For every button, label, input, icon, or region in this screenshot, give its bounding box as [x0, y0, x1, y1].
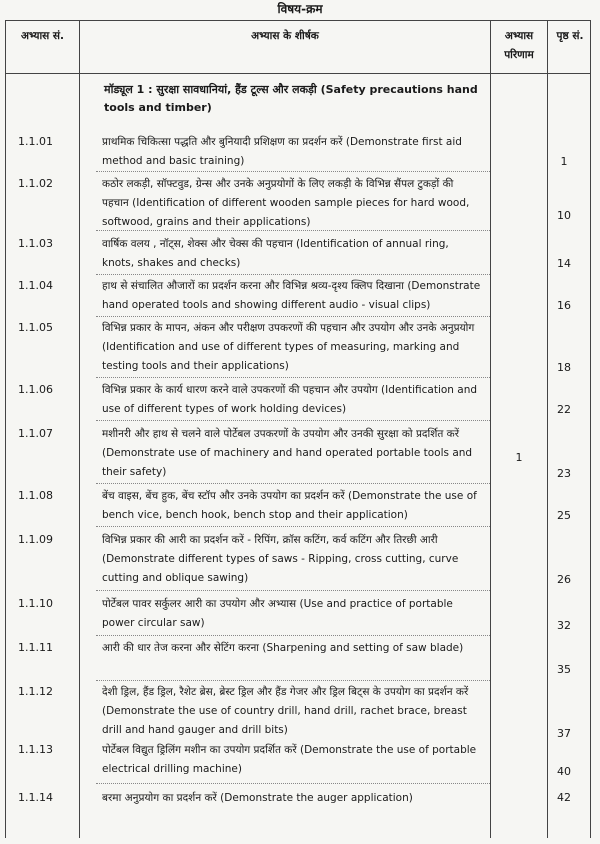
exercise-no: 1.1.07	[18, 427, 53, 440]
exercise-title: देशी ड्रिल, हैंड ड्रिल, रैशेट ब्रेस, ब्रेस्ट ड्रिल और हैंड गेजर और ड्रिल बिट्स के उपयोग का प्रदर्शन करें (Demonstrate the use of country drill, hand drill, rachet brace, breast drill and hand gauger and drill bits)	[102, 686, 469, 736]
exercise-title: विभिन्न प्रकार के मापन, अंकन और परीक्षण उपकरणों की पहचान और उपयोग और उनके अनुप्रयोग (Identification and use of different types of measuring, marking and testing tools and their applications)	[102, 322, 475, 372]
page-number: 26	[557, 573, 571, 586]
header-divider	[6, 73, 590, 74]
exercise-no: 1.1.01	[18, 135, 53, 148]
exercise-title: विभिन्न प्रकार की आरी का प्रदर्शन करें - रिपिंग, क्रॉस कटिंग, कर्व कटिंग और तिरछी आरी (Demonstrate different types of saws - Ripping, cross cutting, curve cutting and oblique sawing)	[102, 534, 459, 584]
row-divider	[96, 635, 490, 636]
exercise-no: 1.1.02	[18, 177, 53, 190]
exercise-no: 1.1.03	[18, 237, 53, 250]
exercise-title: हाथ से संचालित औजारों का प्रदर्शन करना और विभिन्न श्रव्य-दृश्य क्लिप दिखाना (Demonstrate hand operated tools and showing different audio - visual clips)	[102, 280, 481, 311]
page-number: 22	[557, 403, 571, 416]
header-exercise-result	[491, 27, 547, 65]
page-number: 1	[560, 155, 568, 168]
page-number: 18	[557, 361, 571, 374]
exercise-no: 1.1.14	[18, 791, 53, 804]
exercise-title: विभिन्न प्रकार के कार्य धारण करने वाले उपकरणों की पहचान और उपयोग (Identification and use of different types of work holding devices)	[102, 384, 478, 415]
exercise-no: 1.1.08	[18, 489, 53, 502]
page-number: 25	[557, 509, 571, 522]
exercise-no: 1.1.05	[18, 321, 53, 334]
exercise-title: मशीनरी और हाथ से चलने वाले पोर्टेबल उपकरणों के उपयोग और उनकी सुरक्षा को प्रदर्शित करें (Demonstrate use of machinery and hand operated portable tools and their safety)	[102, 428, 473, 478]
row-divider	[96, 526, 490, 527]
page-number: 32	[557, 619, 571, 632]
header-exercise-result-line1: अभ्यास	[504, 30, 534, 42]
page-number: 37	[557, 727, 571, 740]
exercise-result-value: 1	[515, 451, 523, 464]
exercise-title: कठोर लकड़ी, सॉफ्टवुड, ग्रेन्स और उनके अनुप्रयोगों के लिए लकड़ी के विभिन्न सैंपल टुकड़ों की पहचान (Identification of different wooden sample pieces for hard wood, softwood, grains and their applications)	[102, 178, 470, 228]
row-divider	[96, 783, 490, 784]
exercise-no: 1.1.04	[18, 279, 53, 292]
header-exercise-no: अभ्यास सं.	[20, 30, 65, 42]
page-number: 35	[557, 663, 571, 676]
row-divider	[96, 590, 490, 591]
exercise-title: वार्षिक वलय , नॉट्स, शेक्स और चेक्स की पहचान (Identification of annual ring, knots, shakes and checks)	[102, 238, 449, 269]
exercise-title: बेंच वाइस, बेंच हुक, बेंच स्टॉप और उनके उपयोग का प्रदर्शन करें (Demonstrate the use of bench vice, bench hook, bench stop and their application)	[102, 490, 477, 521]
header-page-no: पृष्ठ सं.	[556, 30, 584, 42]
exercise-no: 1.1.09	[18, 533, 53, 546]
exercise-no: 1.1.12	[18, 685, 53, 698]
exercise-no: 1.1.13	[18, 743, 53, 756]
page-number: 16	[557, 299, 571, 312]
row-divider	[96, 680, 490, 681]
page-number: 42	[557, 791, 571, 804]
header-exercise-title: अभ्यास के शीर्षक	[251, 30, 319, 42]
exercise-title: पोर्टेबल विद्युत ड्रिलिंग मशीन का उपयोग प्रदर्शित करें (Demonstrate the use of portable electrical drilling machine)	[102, 744, 477, 775]
contents-table	[5, 20, 591, 838]
row-divider	[96, 171, 490, 172]
row-divider	[96, 377, 490, 378]
exercise-no: 1.1.06	[18, 383, 53, 396]
exercise-title: प्राथमिक चिकित्सा पद्धति और बुनियादी प्रशिक्षण का प्रदर्शन करें (Demonstrate first aid method and basic training)	[102, 136, 462, 167]
page-number: 14	[557, 257, 571, 270]
page-title: विषय-क्रम	[277, 2, 323, 16]
row-divider	[96, 274, 490, 275]
column-divider	[547, 21, 548, 838]
header-exercise-result-line2: परिणाम	[504, 49, 534, 61]
row-divider	[96, 420, 490, 421]
row-divider	[96, 230, 490, 231]
exercise-title: पोर्टेबल पावर सर्कुलर आरी का उपयोग और अभ्यास (Use and practice of portable power circular saw)	[102, 598, 453, 629]
page-number: 23	[557, 467, 571, 480]
column-divider	[490, 21, 491, 838]
exercise-title: आरी की धार तेज करना और सेटिंग करना (Sharpening and setting of saw blade)	[102, 642, 464, 654]
row-divider	[96, 483, 490, 484]
row-divider	[96, 316, 490, 317]
exercise-no: 1.1.10	[18, 597, 53, 610]
exercise-no: 1.1.11	[18, 641, 53, 654]
exercise-title: बरमा अनुप्रयोग का प्रदर्शन करें (Demonstrate the auger application)	[102, 792, 413, 804]
column-divider	[79, 21, 80, 838]
page-number: 40	[557, 765, 571, 778]
module-heading: मॉड्यूल 1 : सुरक्षा सावधानियां, हैंड टूल्स और लकड़ी (Safety precautions hand tools and timber)	[104, 83, 478, 114]
page-number: 10	[557, 209, 571, 222]
